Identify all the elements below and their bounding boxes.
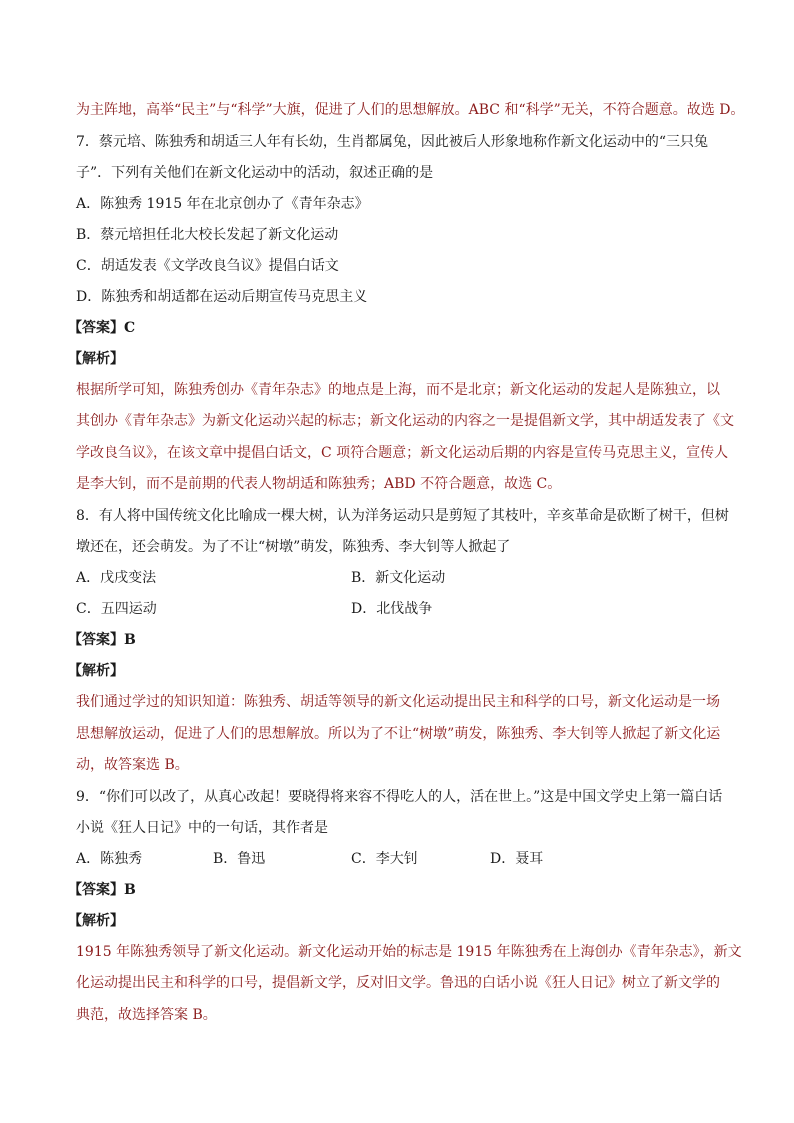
q9-answer-label: 【答案】B: [68, 882, 136, 898]
q8-analysis-line-1: 我们通过学过的知识知道：陈独秀、胡适等领导的新文化运动提出民主和科学的口号，新文化运动是一场: [76, 694, 720, 710]
q7-answer-label: 【答案】C: [68, 320, 136, 336]
q7-analysis-line-1: 根据所学可知，陈独秀创办《青年杂志》的地点是上海，而不是北京；新文化运动的发起人是陈独立，以: [76, 382, 720, 398]
q8-analysis-label: 【解析】: [68, 663, 124, 679]
q7-analysis-line-3: 学改良刍议》，在该文章中提倡白话文，C 项符合题意；新文化运动后期的内容是宣传马克思主义，宣传人: [76, 445, 729, 461]
q9-analysis-label: 【解析】: [68, 913, 124, 929]
q7-analysis-label: 【解析】: [68, 351, 124, 367]
q7-option-a: A．陈独秀 1915 年在北京创办了《青年杂志》: [76, 196, 369, 212]
q7-analysis-line-2: 其创办《青年杂志》为新文化运动兴起的标志；新文化运动的内容之一是提倡新文学，其中胡适发表了《文: [76, 413, 734, 429]
q9-option-b: B．鲁迅: [213, 851, 266, 867]
q9-analysis-line-3: 典范，故选择答案 B。: [76, 1007, 217, 1023]
q9-option-d: D．聂耳: [490, 851, 544, 867]
q9-option-a: A．陈独秀: [76, 851, 143, 867]
q8-analysis-line-3: 动，故答案选 B。: [76, 757, 189, 773]
q7-option-b: B．蔡元培担任北大校长发起了新文化运动: [76, 227, 339, 243]
q8-option-a: A．戊戌变法: [76, 570, 157, 586]
q7-analysis-line-4: 是李大钊，而不是前期的代表人物胡适和陈独秀；ABD 不符合题意，故选 C。: [76, 476, 562, 492]
q9-stem-line-2: 小说《狂人日记》中的一句话，其作者是: [76, 820, 328, 836]
q8-option-d: D．北伐战争: [351, 601, 433, 617]
q9-analysis-line-1: 1915 年陈独秀领导了新文化运动。新文化运动开始的标志是 1915 年陈独秀在上海创办《青年杂志》，新文: [76, 944, 742, 960]
q7-option-c: C．胡适发表《文学改良刍议》提倡白话文: [76, 258, 339, 274]
q7-stem-line-2: 子”．下列有关他们在新文化运动中的活动，叙述正确的是: [76, 165, 434, 181]
q9-analysis-line-2: 化运动提出民主和科学的口号，提倡新文学，反对旧文学。鲁迅的白话小说《狂人日记》树立了新文学的: [76, 975, 720, 991]
q8-stem-line-1: 8．有人将中国传统文化比喻成一棵大树，认为洋务运动只是剪短了其枝叶，辛亥革命是砍断了树干，但树: [76, 508, 729, 524]
q8-stem-line-2: 墩还在，还会萌发。为了不让“树墩”萌发，陈独秀、李大钊等人掀起了: [76, 539, 511, 555]
q8-option-c: C．五四运动: [76, 601, 157, 617]
q6-analysis-tail: 为主阵地，高举“民主”与“科学”大旗，促进了人们的思想解放。ABC 和“科学”无关，不符合题意。故选 D。: [76, 102, 745, 118]
q9-option-c: C．李大钊: [351, 851, 418, 867]
q8-answer-label: 【答案】B: [68, 632, 136, 648]
q9-stem-line-1: 9．“你们可以改了，从真心改起！要晓得将来容不得吃人的人，活在世上。”这是中国文学史上第一篇白话: [76, 789, 723, 805]
q7-stem-line-1: 7．蔡元培、陈独秀和胡适三人年有长幼，生肖都属兔，因此被后人形象地称作新文化运动中的“三只兔: [76, 134, 709, 150]
q8-analysis-line-2: 思想解放运动，促进了人们的思想解放。所以为了不让“树墩”萌发，陈独秀、李大钊等人掀起了新文化运: [76, 726, 721, 742]
q8-option-b: B．新文化运动: [351, 570, 446, 586]
q7-option-d: D．陈独秀和胡适都在运动后期宣传马克思主义: [76, 289, 368, 305]
